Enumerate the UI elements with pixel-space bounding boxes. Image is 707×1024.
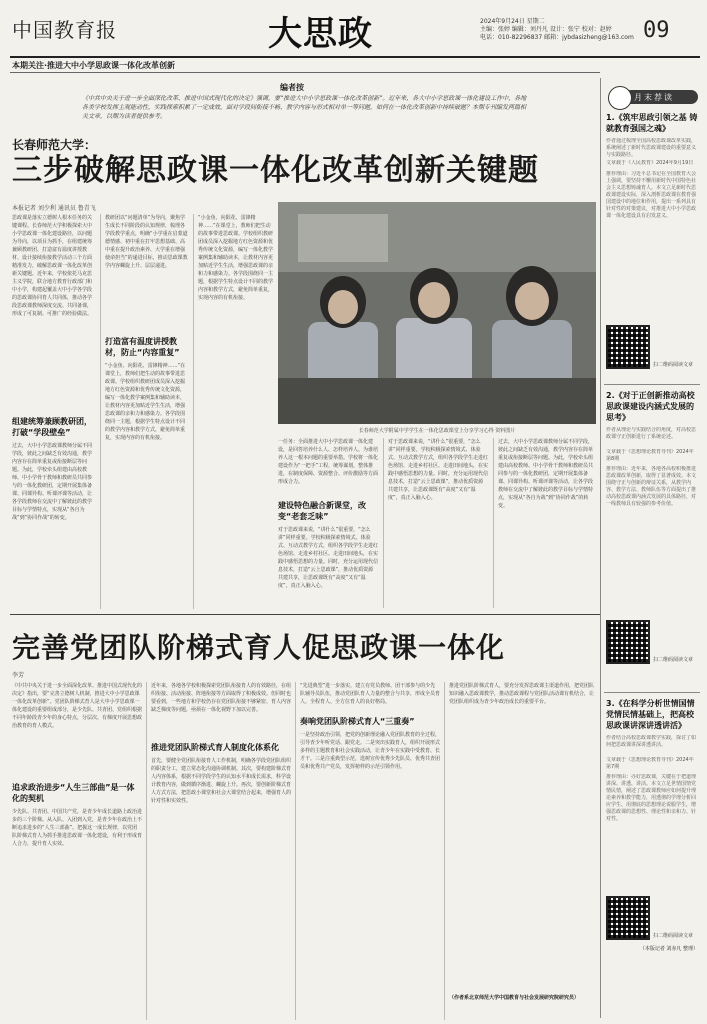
article1-column-1 <box>12 214 96 609</box>
article2-col2-text: 近年来，各地各学校积极探索党团队衔接育人的有效路径，在组织衔接、活动衔接、阵地衔接等方面取得了积极成效。但同时也要看到，一些地方和学校仍存在党团队衔接不够紧密、育人内容缺乏梯度等问题，亟须在一体化视野下加以完善。 <box>151 683 291 713</box>
article2-headline: 完善党团队阶梯式育人促思政课一体化 <box>12 631 506 664</box>
photo-caption: 长春师范大学附属中学学生在一体化思政课堂上分享学习心得 资料图片 <box>358 428 516 434</box>
qr-label: 扫二维码阅读文章 <box>653 933 694 939</box>
recommend-title[interactable]: 3.《在科学分析世情国情党情民情基础上，把高校思政课讲深讲透讲活》 <box>606 699 695 730</box>
article1-col5-text: 对于思政课来说，“讲什么”很重要，“怎么讲”同样重要。学校积极探索情境式、体验式、互动式教学方式，组织各学段学生走进红色场馆、走进乡村社区、走进田间地头，在实践中感悟思想的力量。同时，充分运用现代信息技术，打造“云上思政课”，推动优质资源共建共享，让思政课既有“高度”又有“温度”，真正入脑入心。 <box>388 439 488 501</box>
qr-label: 扫二维码阅读文章 <box>653 362 694 368</box>
article1-col1b-text: 过去，大中小学思政课教师分属不同学段，彼此之间缺乏有效沟通，教学内容存在简单重复或衔接断层等问题。为此，学校牵头组建由高校教师、中小学骨干教师和教研员共同参与的一体化教研团，定期开展集体备课、同课异构、听课评课等活动，让各学段教师在交流中了解彼此的教学目标与学情特点，实现从“各自为战”到“协同作战”的转变。 <box>12 443 93 521</box>
sidebar-heading-text: 月末荐读 <box>634 93 674 102</box>
photo-student <box>396 318 472 382</box>
article2-col2b-text: 首先，要健全党团队衔接育人工作机制，明确各学段党团队组织的职责分工，建立常态化沟通协调机制。其次，要构建阶梯式育人内容体系，根据不同学段学生的认知水平和成长需求，科学设计教育内容，做到循序渐进、螺旋上升。再次，要创新阶梯式育人方式方法，把思政小课堂和社会大课堂结合起来，增强育人的针对性和实效性。 <box>151 758 291 804</box>
article1-col2b-text: “小金鱼、向阳花、雷锋精神……”在课堂上，教师们把生动的故事带进思政课。学校组织教研团成员深入挖掘地方红色资源和优秀传统文化资源，编写一体化教学案例集和辅助读本，让教材内容更加贴近学生生活，增强思政课的亲和力和感染力。各学段围绕同一主题，根据学生特点设计不同的教学内容和教学方式，避免简单重复，实现内容的有机衔接。 <box>105 363 186 441</box>
article2-column-3 <box>300 682 440 1020</box>
sidebar-heading <box>604 86 700 106</box>
column-divider <box>295 682 296 1020</box>
column-divider <box>100 214 101 609</box>
article1-kicker: 长春师范大学： <box>12 138 97 152</box>
recommend-source: 文章载于《思想理论教育导刊》2024年第7期 <box>606 757 694 770</box>
editor-credit: （本版记者 刘赤凡 整理） <box>639 946 698 952</box>
column-rule <box>10 72 600 73</box>
newspaper-logo: 中国教育报 <box>12 18 117 42</box>
article1-col3-extra: “小金鱼、向阳花、雷锋精神……”在课堂上，教师们把生动的故事带进思政课。学校组织教研团成员深入挖掘地方红色资源和优秀传统文化资源，编写一体化教学案例集和辅助读本，让教材内容更加贴近学生生活，增强思政课的亲和力和感染力。各学段围绕同一主题，根据学生特点设计不同的教学内容和教学方式，避免简单重复，实现内容的有机衔接。 <box>198 215 274 301</box>
recommend-title[interactable]: 2.《对于正创新推动高校思政课建设内涵式发展的思考》 <box>606 391 695 422</box>
article2-subhead-2: 推进党团队阶梯式育人制度化体系化 <box>151 743 279 752</box>
photo-student <box>308 322 378 382</box>
article1-col3b-text: 对于思政课来说，“讲什么”很重要，“怎么讲”同样重要。学校积极探索情境式、体验式、互动式教学方式，组织各学段学生走进红色场馆、走进乡村社区、走进田间地头，在实践中感悟思想的力量。同时，充分运用现代信息技术，打造“云上思政课”，推动优质资源共建共享，让思政课既有“高度”又有“温度”，真正入脑入心。 <box>278 527 378 589</box>
page-number: 09 <box>643 18 670 43</box>
recommend-item-3 <box>606 698 700 953</box>
article2-subhead-1: 追求政治进步“人生三部曲”是一体化的契机 <box>12 783 135 803</box>
issue-meta <box>480 18 640 42</box>
article2-col4-text: 推进党团队阶梯式育人，要充分发挥思政课主渠道作用，把党团队知识融入思政课教学，推动思政课程与党团队活动课有机结合，让党团队组织成为青少年政治成长的重要平台。 <box>449 683 595 705</box>
recommend-reason: 推荐理由：办好思政课，关键在于把道理讲深、讲透、讲活。本文立足世情国情党情民情，阐述了思政课教师应如何提升理论素养和教学能力，用透彻的学理分析回应学生、用彻底的思想理论说服学生，增强思政课的思想性、理论性和亲和力、针对性。 <box>606 774 697 822</box>
qr-code-icon[interactable] <box>606 896 650 940</box>
recommend-meta: 作者通过梳理全国高校思政课改革实践，系统阐述了新时代思政课建设的重要意义与实践路径。 <box>606 138 697 158</box>
sidebar-heading-badge <box>608 86 632 110</box>
photo-student-face <box>328 290 358 324</box>
article2-col1-text: 《中共中央关于进一步全面深化改革、推进中国式现代化的决定》指出，要“完善立德树人机制，推进大中小学思政课一体化改革创新”。党团队阶梯式育人是大中小学思政课一体化建设的重要组成部分，是少先队、共青团、党组织根据不同年龄段青少年的身心特点，分层次、有梯度开展思想政治教育的育人模式。 <box>12 683 142 729</box>
article1-col1-text: 思政课是落实立德树人根本任务的关键课程。长春师范大学积极探索大中小学思政课一体化建设路径，以问题为导向，以项目为抓手，在组建统筹兼顾教研团、打造富有温度讲授教材、设计接续衔接教学活动三个方面精准发力，破解思政课一体化改革创新关键题。近年来，学校依托马克思主义学院，联合地方教育行政部门和中小学，构建起覆盖大中小学各学段的思政课协同育人共同体，推动各学段思政课教师深度交流、共同备课，形成了可复制、可推广的经验做法。 <box>12 215 93 317</box>
article-separator <box>10 614 600 615</box>
column-divider <box>444 682 445 1020</box>
editor-note-text: 《中共中央关于进一步全面深化改革、推进中国式现代化的决定》强调，要“推进大中小学思政课一体化改革创新”。近年来，各大中小学思政课一体化建设工作中，各地各类学校发挥主观能动性，实践探索积累了一定成效，面对学段间衔接不畅、教学内容与形式相对单一等问题，如何在一体化改革创新中持续破题？本期专刊编发两篇相关文章，以期为读者提供参考。 <box>82 95 527 120</box>
article1-headline: 三步破解思政课一体化改革创新关键题 <box>12 153 539 188</box>
staff-line: 主编：张婷 编辑：刘丹凡 设计：张宁 校对：赵婷 <box>480 26 612 33</box>
article2-column-2 <box>151 682 291 1020</box>
article1-byline: 本报记者 刘少利 通讯员 鲁青飞 <box>12 205 96 212</box>
qr-code-icon[interactable] <box>606 325 650 369</box>
recommend-meta: 作者结合高校思政课教学实践，探讨了如何把思政课讲深讲透讲活。 <box>606 735 697 748</box>
recommend-qr-block <box>606 620 700 664</box>
qr-label: 扫二维码阅读文章 <box>653 657 694 663</box>
column-name: 本期关注·推进大中小学思政课一体化改革创新 <box>12 61 176 70</box>
article1-column-3 <box>198 214 274 609</box>
article2-col1b-text: 少先队、共青团、中国共产党，是青少年成长道路上政治进步的三个阶梯。从入队、入团到入党，是青少年在政治上不断追求进步的“人生三部曲”。把握这一成长规律，以党团队阶梯式育人为抓手推进思政课一体化建设，有利于形成育人合力，提升育人实效。 <box>12 809 142 847</box>
recommend-meta: 作者从理论与实践结合的角度，对高校思政课守正创新进行了系统论述。 <box>606 427 697 440</box>
article1-photo <box>278 202 596 424</box>
article1-column-2 <box>105 214 189 609</box>
sidebar-rule <box>604 692 700 693</box>
article1-column-5 <box>388 438 488 608</box>
sidebar-rule <box>604 384 700 385</box>
masthead-rule <box>10 56 700 58</box>
article2-subhead-3: 奏响党团队阶梯式育人“三重奏” <box>300 717 415 726</box>
article1-column-6 <box>498 438 596 608</box>
date-line: 2024年9月24日 星期二 <box>480 18 545 25</box>
photo-student-face <box>515 282 549 320</box>
masthead <box>0 0 707 52</box>
column-divider <box>383 438 384 608</box>
recommend-reason: 推荐理由：习近平总书记在全国教育大会上强调，要坚持不懈用新时代中国特色社会主义思想铸魂育人。本文立足新时代思政课建设实际，深入剖析思政课在教育强国建设中的地位和作用，提出一系列具有针对性的对策建议，对推进大中小学思政课一体化建设具有启发意义。 <box>606 171 697 219</box>
sidebar-divider <box>600 78 601 1018</box>
editor-note-title: 编者按 <box>280 83 304 92</box>
article2-col3b-text: 一是坚持政治引领，把党的创新理论融入党团队教育的全过程，引导青少年听党话、跟党走。二是突出实践育人，组织开展形式多样的主题教育和社会实践活动，让青少年在实践中受教育、长才干。三是注重典型示范，选树宣传优秀少先队员、优秀共青团员和优秀共产党员，发挥榜样的示范引领作用。 <box>300 732 440 770</box>
article1-column-4 <box>278 438 378 608</box>
recommend-item-2 <box>606 390 700 664</box>
recommend-item-1 <box>606 112 700 369</box>
article2-byline: 李芳 <box>12 672 25 679</box>
photo-student-face <box>418 282 450 318</box>
recommend-qr-block <box>606 896 700 940</box>
recommend-title[interactable]: 1.《筑牢思政引领之基 铸就教育强国之魂》 <box>606 113 698 133</box>
photo-board <box>298 214 388 262</box>
article2-column-1 <box>12 682 142 1020</box>
article1-subhead-2: 打造富有温度讲授教材，防止“内容重复” <box>105 337 180 357</box>
article2-col3-text: “先进典型”进一步落实，建立有党员教师、团干部参与的少先队辅导员队伍，推动党团队育人力量的整合与共享，形成全员育人、全程育人、全方位育人的良好格局。 <box>300 683 440 705</box>
column-divider <box>146 682 147 1020</box>
section-title: 大思政 <box>268 14 373 54</box>
article1-subhead-1: 组建统筹兼顾教研团，打破“学段壁垒” <box>12 417 92 437</box>
recommend-reason: 推荐理由：近年来，各地各高校积极推进思政课改革创新，取得了显著成效。本文围绕守正与创新的辩证关系，从教学内容、教学方法、教师队伍等方面提出了推动高校思政课内涵式发展的具体路径，对一线教师具有较强的参考价值。 <box>606 466 697 507</box>
contact-line: 电话：010-82296837 邮箱：jybdasizheng@163.com <box>480 34 634 41</box>
article1-col2-text: 教研团以“问题清单”为导向，聚焦学生成长不同阶段的认知规律，梳理各学段教学重点，明确“小学重在启蒙道德情感、初中重在打牢思想基础、高中重在提升政治素养、大学重在增强使命担当”的递进目标，推动思政课教学内容螺旋上升、层层递进。 <box>105 215 188 269</box>
article2-author-note: （作者系北京师范大学中国教育与社会发展研究院研究员） <box>449 995 580 1001</box>
recommend-qr-block <box>606 325 700 369</box>
photo-student <box>492 320 572 382</box>
article1-col6-text: 过去，大中小学思政课教师分属不同学段，彼此之间缺乏有效沟通，教学内容存在简单重复或衔接断层等问题。为此，学校牵头组建由高校教师、中小学骨干教师和教研员共同参与的一体化教研团，定期开展集体备课、同课异构、听课评课等活动，让各学段教师在交流中了解彼此的教学目标与学情特点，实现从“各自为战”到“协同作战”的转变。 <box>498 439 594 509</box>
article1-subhead-3: 建设特色融合新课堂，改变“老套乏味” <box>278 501 366 521</box>
recommend-source: 文章载于《思想理论教育导刊》2024年第8期 <box>606 449 694 462</box>
article1-col3-text: 一任务：全面推进大中小学思政课一体化建设，是回答培养什么人、怎样培养人、为谁培养人这一根本问题的重要举措。学校将一体化建设作为“一把手”工程，统筹谋划，整体推进，在制度保障、资源整合、评价激励等方面形成合力。 <box>278 439 378 485</box>
photo-desk <box>278 378 596 424</box>
recommend-source: 文章载于《人民教育》2024年9月19日 <box>606 160 694 166</box>
column-divider <box>493 438 494 608</box>
column-divider <box>193 214 194 609</box>
article2-column-4 <box>449 682 597 1020</box>
qr-code-icon[interactable] <box>606 620 650 664</box>
